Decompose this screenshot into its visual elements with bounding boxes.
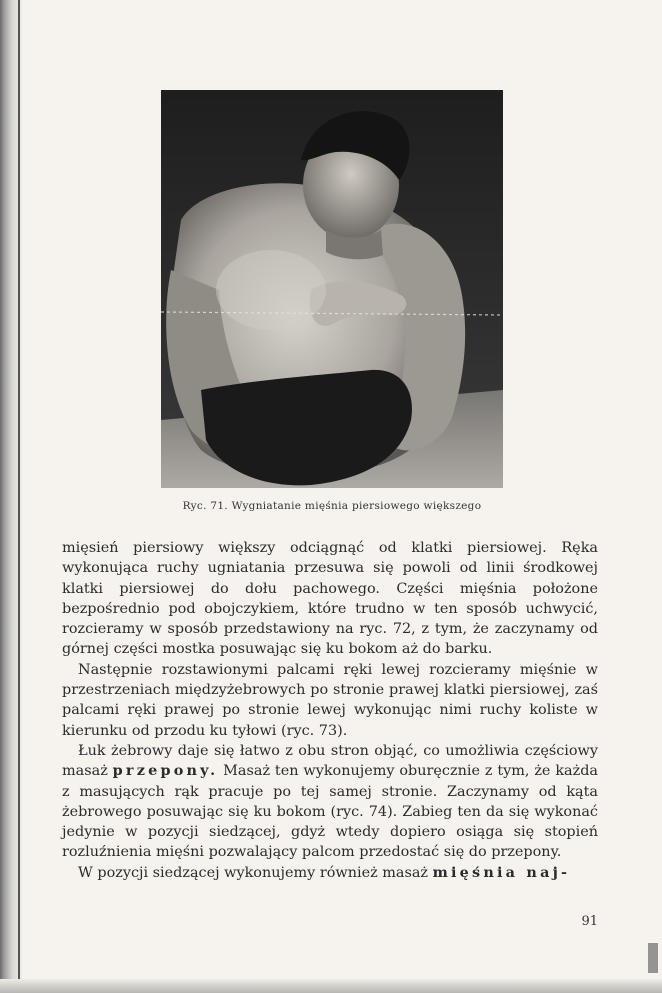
paragraph xyxy=(62,863,598,883)
paragraph-text: W pozycji siedzącej wykonujemy również masaż xyxy=(78,864,433,881)
paragraph xyxy=(62,660,598,741)
figure-photo-massage xyxy=(161,90,503,488)
paragraph xyxy=(62,538,598,660)
spaced-emphasis-text: mięśnia naj- xyxy=(432,863,571,881)
page-corner-mark xyxy=(648,943,658,973)
photo-illustration xyxy=(161,90,503,488)
paragraph-text: Łuk żebrowy daje się łatwo z obu stron objąć, co umożliwia częściowy masaż xyxy=(62,742,598,780)
spaced-emphasis-text: przepony. xyxy=(112,762,219,780)
body-text xyxy=(62,538,598,883)
paragraph-text: mięsień piersiowy większy odciągnąć od klatki piersiowej. Ręka wykonująca ruchy ugniatania przesuwa się powoli od linii środkowej klatki piersiowej do dołu pachowego. Części mięśnia położone bezpośrednio pod obojczykiem, które trudno w ten sposób uchwycić, rozcieramy w sposób przedstawiony na ryc. 72, z tym, że zaczynamy od górnej części mostka posuwając się ku bokom aż do barku. xyxy=(62,540,598,658)
paragraph xyxy=(62,741,598,863)
page-number: 91 xyxy=(581,914,598,929)
paragraph-text: Masaż ten wykonujemy oburęcznie z tym, że każda z masujących rąk pracuje po tej samej stronie. Zaczynamy od kąta żebrowego posuwając się ku bokom (ryc. 74). Zabieg ten da się wykonać jedynie w pozycji siedzącej, gdyż wtedy dopiero osiąga się stopień rozluźnienia mięśni pozwalający palcom przedostać się do przepony. xyxy=(62,763,598,861)
page-edge-line xyxy=(18,0,20,993)
figure-caption: Ryc. 71. Wygniatanie mięśnia piersiowego większego xyxy=(182,500,482,512)
page-bottom-edge xyxy=(0,979,662,993)
paragraph-text: Następnie rozstawionymi palcami ręki lewej rozcieramy mięśnie w przestrzeniach międzyżebrowych po stronie prawej klatki piersiowej, zaś palcami ręki prawej po stronie lewej wykonując nimi ruchy koliste w kierunku od przodu ku tyłowi (ryc. 73). xyxy=(62,661,598,739)
